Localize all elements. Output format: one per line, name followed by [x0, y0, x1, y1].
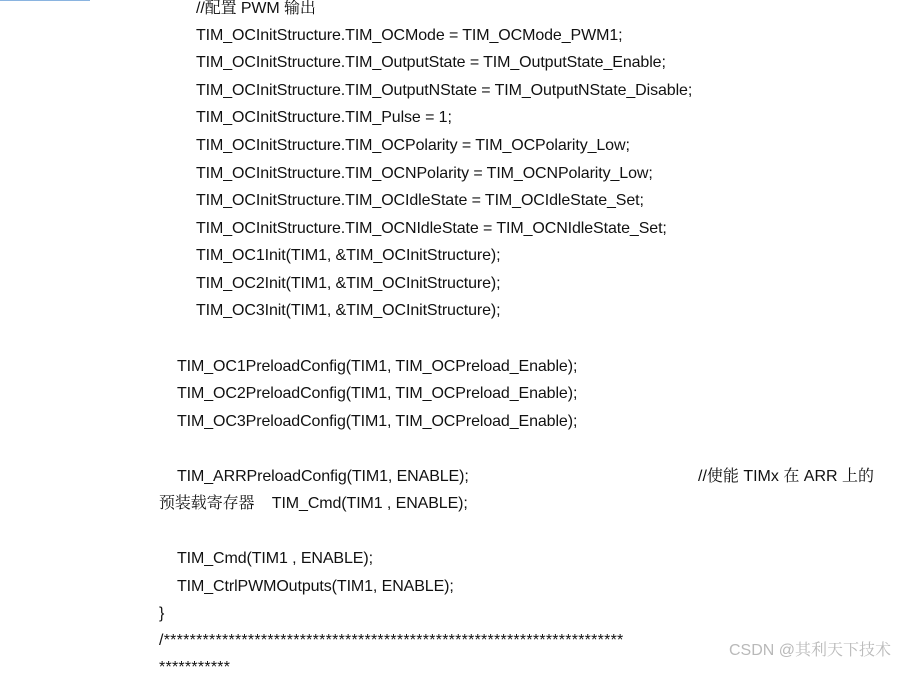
code-line-oc-idle-state: TIM_OCInitStructure.TIM_OCIdleState = TIM_OCIdleState_Set; [196, 192, 644, 209]
code-line-ocn-idle-state: TIM_OCInitStructure.TIM_OCNIdleState = TIM_OCNIdleState_Set; [196, 220, 667, 237]
code-line-ocn-polarity: TIM_OCInitStructure.TIM_OCNPolarity = TIM_OCNPolarity_Low; [196, 165, 653, 182]
csdn-watermark: CSDN @其利天下技术 [728, 642, 891, 659]
comment-configure-pwm: //配置 PWM 输出 [196, 0, 316, 17]
code-line-oc2-preload: TIM_OC2PreloadConfig(TIM1, TIM_OCPreload_Enable); [177, 385, 578, 402]
comment-enable-arr-preload: //使能 TIMx 在 ARR 上的 [698, 468, 875, 485]
code-line-arr-preload: TIM_ARRPreloadConfig(TIM1, ENABLE); [177, 468, 469, 485]
code-line-oc-polarity: TIM_OCInitStructure.TIM_OCPolarity = TIM_OCPolarity_Low; [196, 137, 630, 154]
code-line-oc3-preload: TIM_OC3PreloadConfig(TIM1, TIM_OCPreload_Enable); [177, 413, 578, 430]
code-line-tim-cmd: TIM_Cmd(TIM1 , ENABLE); [177, 550, 373, 567]
closing-brace: } [159, 605, 165, 622]
comment-stars-line-1: /*********************************************************************** [159, 632, 624, 649]
code-line-output-state: TIM_OCInitStructure.TIM_OutputState = TIM_OutputState_Enable; [196, 54, 666, 71]
code-line-output-n-state: TIM_OCInitStructure.TIM_OutputNState = TIM_OutputNState_Disable; [196, 82, 693, 99]
code-line-ctrl-pwm-outputs: TIM_CtrlPWMOutputs(TIM1, ENABLE); [177, 578, 454, 595]
comment-stars-line-2: *********** [159, 659, 231, 676]
code-line-oc2-init: TIM_OC2Init(TIM1, &TIM_OCInitStructure); [196, 275, 501, 292]
top-divider [0, 0, 90, 1]
code-line-oc3-init: TIM_OC3Init(TIM1, &TIM_OCInitStructure); [196, 302, 501, 319]
code-line-oc-mode: TIM_OCInitStructure.TIM_OCMode = TIM_OCMode_PWM1; [196, 27, 623, 44]
comment-preload-register-continued: 预装载寄存器 TIM_Cmd(TIM1 , ENABLE); [159, 495, 468, 512]
code-line-oc1-init: TIM_OC1Init(TIM1, &TIM_OCInitStructure); [196, 247, 501, 264]
code-line-pulse: TIM_OCInitStructure.TIM_Pulse = 1; [196, 109, 452, 126]
code-line-oc1-preload: TIM_OC1PreloadConfig(TIM1, TIM_OCPreload_Enable); [177, 358, 578, 375]
